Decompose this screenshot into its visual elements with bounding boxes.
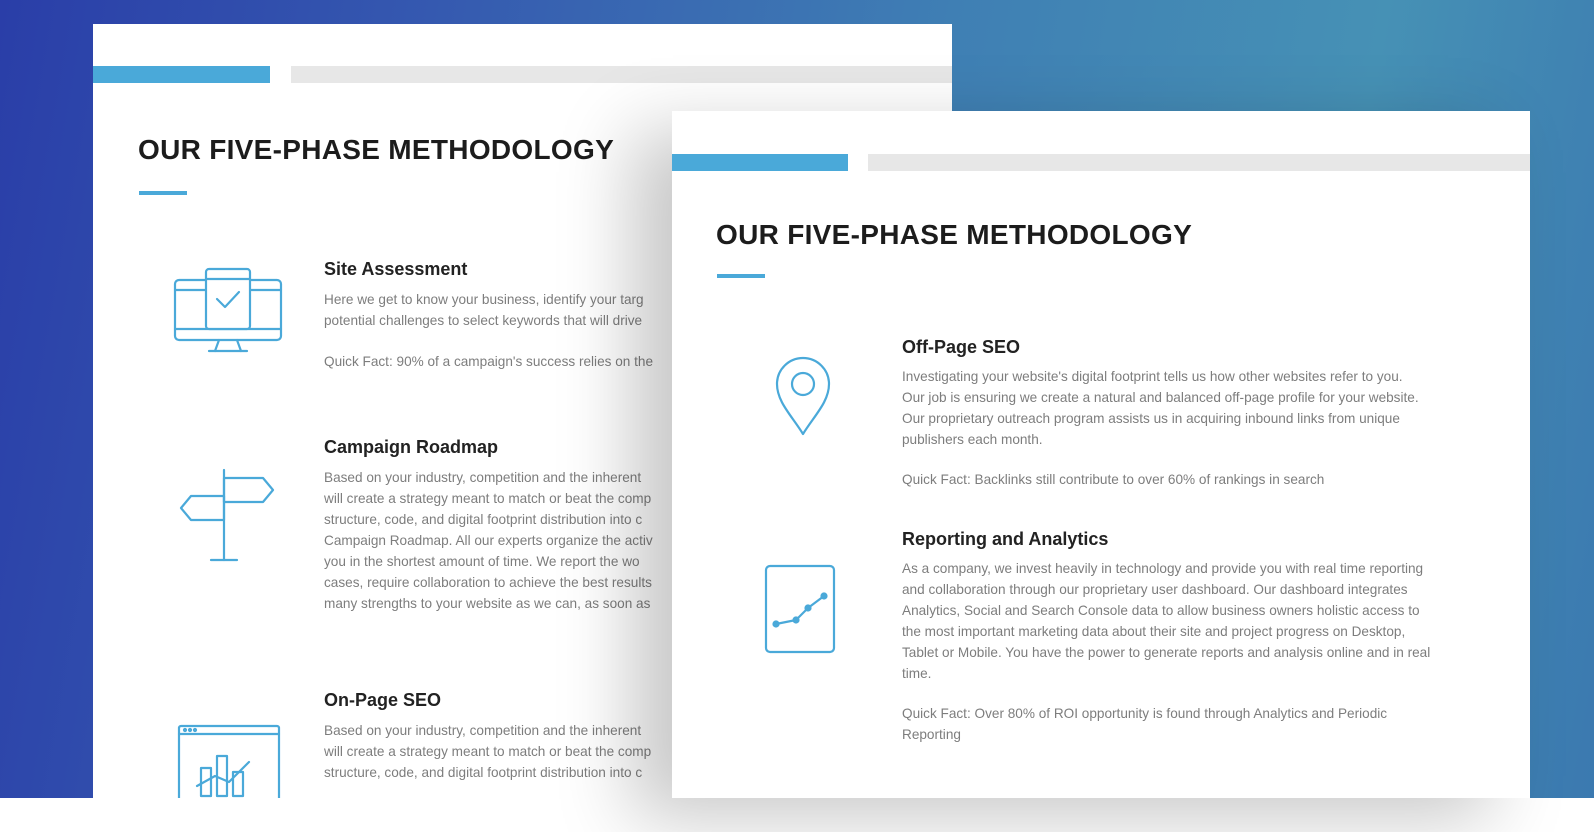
header-accent-bar	[93, 66, 270, 83]
phase-title-campaign-roadmap: Campaign Roadmap	[324, 437, 499, 457]
phase-description: Based on your industry, competition and the inherent will create a strategy meant to match or beat the comp structure, code, and digital footprint distribution into c Campaign Roadmap. All our experts organize the activ you in the shortest amount of time. We report the wo cases, require collaboration to achieve the best results many strengths to your website as we can, as soon as	[324, 470, 653, 611]
monitor-check-icon	[173, 267, 283, 355]
phase-quick-fact: Quick Fact: 90% of a campaign's success relies on the	[324, 354, 653, 369]
phase-title-site-assessment: Site Assessment	[324, 259, 468, 279]
phase-quick-fact: Quick Fact: Backlinks still contribute to over 60% of rankings in search	[902, 472, 1325, 487]
header-gray-bar	[291, 66, 952, 83]
page-title: OUR FIVE-PHASE METHODOLOGY	[138, 134, 615, 165]
front-document-page	[672, 111, 1530, 798]
map-pin-icon	[774, 356, 832, 436]
phase-description: Here we get to know your business, identify your targ potential challenges to select keywords that will drive	[324, 292, 644, 328]
phase-description: Based on your industry, competition and the inherent will create a strategy meant to match or beat the comp structure, code, and digital footprint distribution into c	[324, 723, 652, 780]
title-underline	[717, 274, 765, 278]
browser-chart-icon	[177, 724, 281, 798]
phase-quick-fact: Quick Fact: Over 80% of ROI opportunity is found through Analytics and Periodic Reporting	[902, 706, 1388, 742]
header-gray-bar	[868, 154, 1530, 171]
phase-title-reporting-and-analytics: Reporting and Analytics	[902, 529, 1109, 549]
phase-title-on-page-seo: On-Page SEO	[324, 690, 442, 710]
phase-title-off-page-seo: Off-Page SEO	[902, 337, 1021, 357]
signpost-icon	[177, 468, 277, 564]
title-underline	[139, 191, 187, 195]
phase-description: Investigating your website's digital footprint tells us how other websites refer to you. Our job is ensuring we create a natural and balanced off-page profile for your website. Our proprietary outreach program assists us in acquiring inbound links from unique publishers each month.	[902, 369, 1419, 447]
phase-description: As a company, we invest heavily in technology and provide you with real time reporting and collaboration through our proprietary user dashboard. Our dashboard integrates Analytics, Social and Search Console data to allow business owners holistic access to the most important marketing data about their site and project progress on Desktop, Tablet or Mobile. You have the power to generate reports and analysis online and in real time.	[902, 561, 1431, 681]
page-title: OUR FIVE-PHASE METHODOLOGY	[716, 219, 1193, 250]
header-accent-bar	[672, 154, 848, 171]
tablet-line-chart-icon	[764, 564, 836, 654]
